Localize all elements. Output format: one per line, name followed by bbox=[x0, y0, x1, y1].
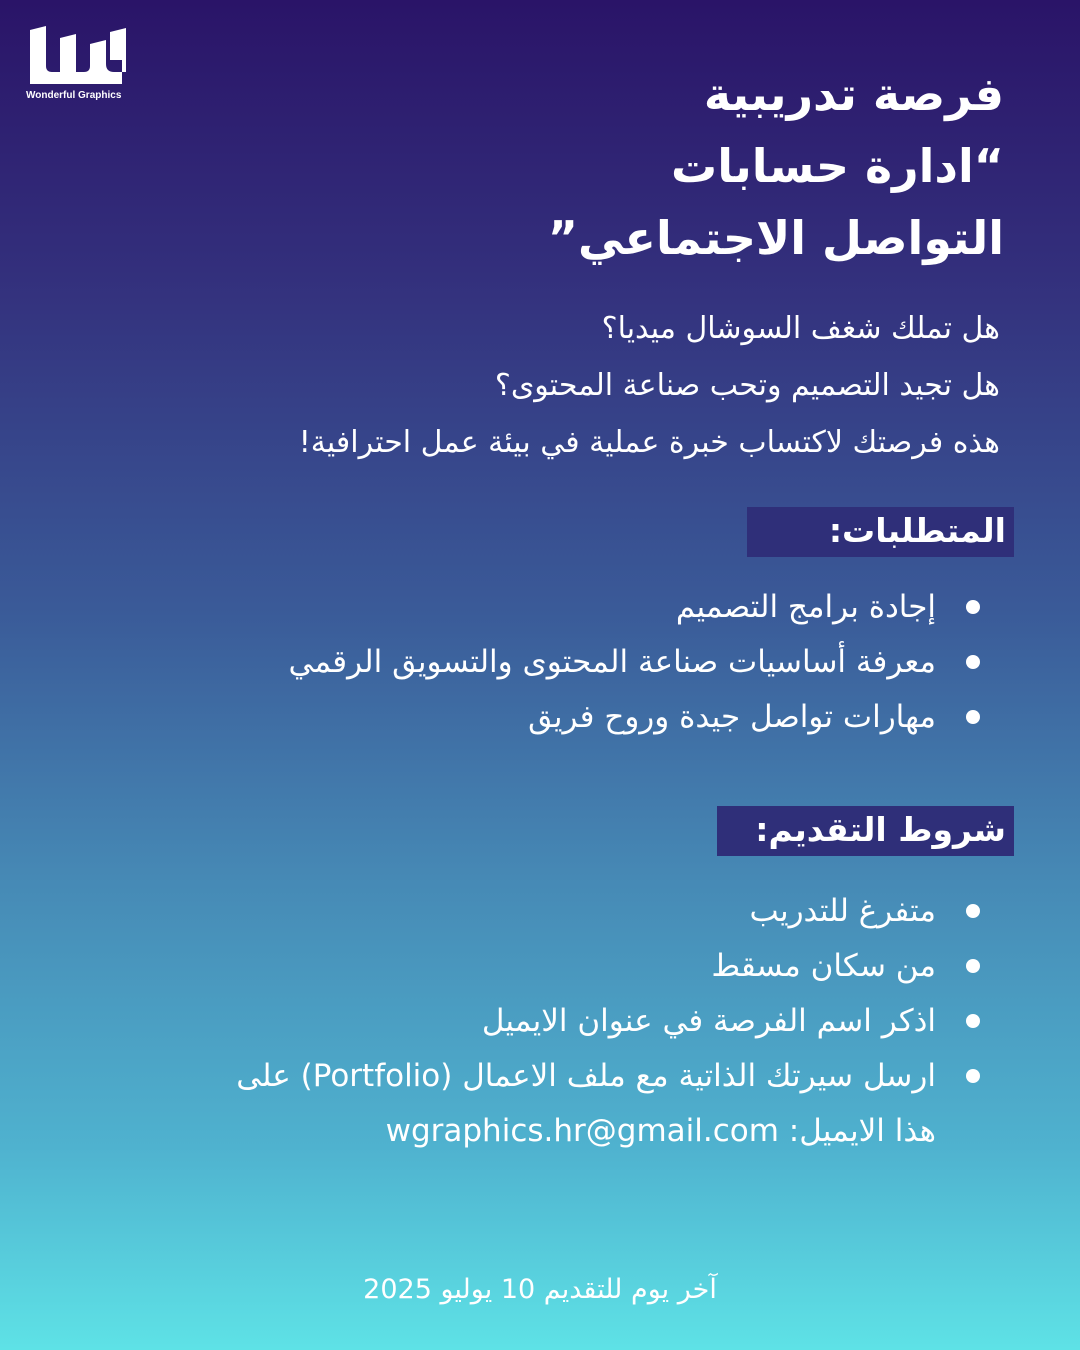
list-item-text: مهارات تواصل جيدة وروح فريق bbox=[528, 699, 936, 735]
title-line-3: التواصل الاجتماعي” bbox=[547, 211, 1004, 265]
list-item bbox=[120, 994, 980, 1049]
title-line-1: فرصة تدريبية bbox=[703, 67, 1004, 121]
brand-logo bbox=[26, 24, 136, 101]
wg-logo-mark-icon bbox=[26, 24, 130, 88]
list-item bbox=[120, 939, 980, 994]
bullet-icon bbox=[966, 1069, 980, 1083]
bullet-icon bbox=[966, 655, 980, 669]
list-item bbox=[120, 1049, 980, 1159]
bullet-icon bbox=[966, 1014, 980, 1028]
brand-name: Wonderful Graphics bbox=[26, 90, 122, 101]
requirements-heading: المتطلبات: bbox=[747, 507, 1014, 557]
email-address[interactable]: wgraphics.hr@gmail.com bbox=[385, 1113, 779, 1149]
list-item bbox=[120, 635, 980, 690]
intro-line: هل تجيد التصميم وتحب صناعة المحتوى؟ bbox=[494, 368, 1000, 403]
list-item bbox=[120, 580, 980, 635]
list-item-text: متفرغ للتدريب bbox=[749, 893, 936, 929]
bullet-icon bbox=[966, 710, 980, 724]
requirements-list bbox=[120, 580, 980, 745]
intro-line: هذه فرصتك لاكتساب خبرة عملية في بيئة عمل احترافية! bbox=[298, 425, 1000, 460]
email-line bbox=[120, 1104, 936, 1159]
intro-text bbox=[100, 300, 1000, 471]
title-line-2: “ادارة حسابات bbox=[670, 139, 1004, 193]
email-label: هذا الايميل: bbox=[788, 1113, 936, 1149]
list-item-text: اذكر اسم الفرصة في عنوان الايميل bbox=[481, 1003, 936, 1039]
conditions-heading: شروط التقديم: bbox=[717, 806, 1014, 856]
deadline-text: آخر يوم للتقديم 10 يوليو 2025 bbox=[363, 1274, 717, 1305]
list-item-text: من سكان مسقط bbox=[711, 948, 936, 984]
bullet-icon bbox=[966, 600, 980, 614]
bullet-icon bbox=[966, 904, 980, 918]
list-item-text: إجادة برامج التصميم bbox=[675, 589, 936, 625]
list-item-text: ارسل سيرتك الذاتية مع ملف الاعمال (Portfolio) على bbox=[236, 1058, 936, 1094]
list-item-text: معرفة أساسيات صناعة المحتوى والتسويق الرقمي bbox=[288, 644, 936, 680]
page-title bbox=[304, 58, 1004, 274]
conditions-list bbox=[120, 884, 980, 1159]
list-item bbox=[120, 690, 980, 745]
intro-line: هل تملك شغف السوشال ميديا؟ bbox=[601, 311, 1000, 346]
bullet-icon bbox=[966, 959, 980, 973]
list-item bbox=[120, 884, 980, 939]
